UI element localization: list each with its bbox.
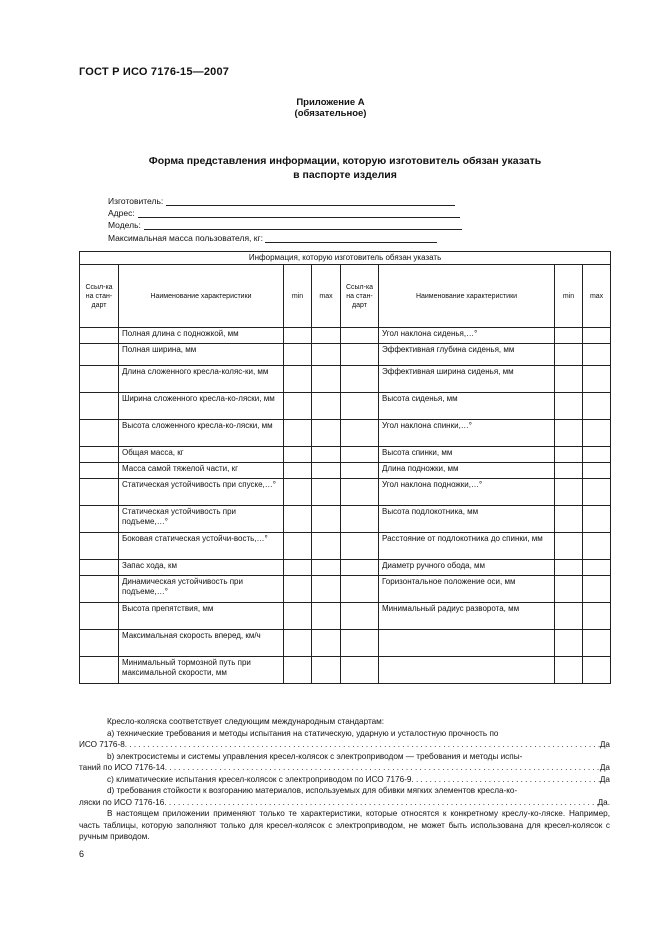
characteristic-cell: Диаметр ручного обода, мм xyxy=(379,560,555,576)
info-table xyxy=(79,251,611,684)
min-cell xyxy=(555,533,583,560)
note-b-line xyxy=(79,762,610,774)
characteristic-cell: Полная длина с подножкой, мм xyxy=(119,328,284,344)
ref-header: Ссыл-ка на стан-дарт xyxy=(341,265,379,328)
ref-cell xyxy=(341,328,379,344)
characteristic-cell: Эффективная глубина сиденья, мм xyxy=(379,344,555,366)
min-cell xyxy=(555,447,583,463)
min-cell xyxy=(284,479,312,506)
note-d-yes: Да. xyxy=(597,797,610,807)
characteristic-cell: Запас хода, км xyxy=(119,560,284,576)
max-cell xyxy=(312,506,341,533)
notes-final: В настоящем приложении применяют только те характеристики, которые относятся к конкретному креслу-ко-ляске. Например, часть таблицы, которую заполняют только для кресел-колясок с электроприводом, не может быть использована для кресел-колясок с ручным приводом. xyxy=(79,809,610,841)
characteristic-cell: Максимальная скорость вперед, км/ч xyxy=(119,630,284,657)
manufacturer-field xyxy=(108,196,455,206)
table-row xyxy=(80,463,611,479)
min-cell xyxy=(555,420,583,447)
min-header: min xyxy=(555,265,583,328)
max-cell xyxy=(312,463,341,479)
characteristic-cell: Высота препятствия, мм xyxy=(119,603,284,630)
leader-dots xyxy=(125,739,600,751)
model-line xyxy=(144,220,462,230)
min-cell xyxy=(555,344,583,366)
max-cell xyxy=(583,393,611,420)
min-cell xyxy=(284,576,312,603)
min-cell xyxy=(284,506,312,533)
ref-cell xyxy=(341,560,379,576)
ref-cell xyxy=(341,506,379,533)
min-cell xyxy=(555,506,583,533)
characteristic-cell: Полная ширина, мм xyxy=(119,344,284,366)
max-cell xyxy=(583,657,611,684)
max-mass-line xyxy=(265,233,437,243)
ref-cell xyxy=(341,657,379,684)
min-cell xyxy=(284,393,312,420)
note-b-yes: Да xyxy=(599,763,610,772)
table-row xyxy=(80,366,611,393)
min-cell xyxy=(284,447,312,463)
ref-cell xyxy=(80,344,119,366)
min-cell xyxy=(284,344,312,366)
table-row xyxy=(80,420,611,447)
table-row xyxy=(80,603,611,630)
min-cell xyxy=(284,328,312,344)
document-header: ГОСТ Р ИСО 7176-15—2007 xyxy=(79,66,230,78)
max-mass-field xyxy=(108,233,437,243)
max-cell xyxy=(312,393,341,420)
note-d-text: d) требования стойкости к возгоранию материалов, используемых для обивки мягких элементов кресла-ко- xyxy=(107,786,518,795)
characteristic-cell: Ширина сложенного кресла-ко-ляски, мм xyxy=(119,393,284,420)
note-c-line xyxy=(79,774,610,786)
max-mass-label: Максимальная масса пользователя, кг: xyxy=(108,233,263,243)
ref-cell xyxy=(80,533,119,560)
ref-cell xyxy=(80,657,119,684)
address-field xyxy=(108,208,460,218)
note-b-text: b) электросистемы и системы управления кресел-колясок с электроприводом — требования и методы испы- xyxy=(107,751,523,761)
max-cell xyxy=(583,576,611,603)
ref-header: Ссыл-ка на стан-дарт xyxy=(80,265,119,328)
ref-cell xyxy=(341,447,379,463)
page-number: 6 xyxy=(79,849,85,859)
notes-intro: Кресло-коляска соответствует следующим международным стандартам: xyxy=(107,717,385,726)
max-cell xyxy=(583,328,611,344)
note-d-line xyxy=(79,797,610,809)
characteristic-cell: Эффективная ширина сиденья, мм xyxy=(379,366,555,393)
characteristic-cell: Высота сложенного кресла-ко-ляски, мм xyxy=(119,420,284,447)
min-cell xyxy=(555,393,583,420)
note-b-ref: таний по ИСО 7176-14 xyxy=(79,763,165,772)
table-row xyxy=(80,447,611,463)
table-row xyxy=(80,344,611,366)
max-cell xyxy=(583,533,611,560)
form-title-line1: Форма представления информации, которую изготовитель обязан указать xyxy=(148,155,542,167)
min-header: min xyxy=(284,265,312,328)
min-cell xyxy=(284,366,312,393)
ref-cell xyxy=(341,344,379,366)
characteristic-cell: Минимальный радиус разворота, мм xyxy=(379,603,555,630)
max-cell xyxy=(583,560,611,576)
ref-cell xyxy=(341,463,379,479)
min-cell xyxy=(284,657,312,684)
min-cell xyxy=(284,560,312,576)
model-field xyxy=(108,220,462,230)
standards-notes xyxy=(79,716,610,843)
max-header: max xyxy=(312,265,341,328)
ref-cell xyxy=(80,420,119,447)
max-cell xyxy=(583,463,611,479)
manufacturer-line xyxy=(166,196,455,206)
model-label: Модель: xyxy=(108,220,141,230)
leader-dots xyxy=(164,797,597,809)
table-row xyxy=(80,479,611,506)
min-cell xyxy=(555,657,583,684)
ref-cell xyxy=(341,630,379,657)
min-cell xyxy=(555,479,583,506)
max-cell xyxy=(583,420,611,447)
characteristic-cell xyxy=(379,630,555,657)
ref-cell xyxy=(341,603,379,630)
characteristic-cell: Угол наклона спинки,…° xyxy=(379,420,555,447)
ref-cell xyxy=(341,576,379,603)
note-a-yes: Да xyxy=(599,740,610,749)
appendix-title: Приложение А xyxy=(296,97,365,108)
min-cell xyxy=(284,463,312,479)
characteristic-cell: Высота подлокотника, мм xyxy=(379,506,555,533)
max-cell xyxy=(312,603,341,630)
note-a-text: а) технические требования и методы испытания на статическую, ударную и усталостную прочность по xyxy=(107,728,499,738)
ref-cell xyxy=(341,393,379,420)
note-c-yes: Да xyxy=(599,774,610,784)
table-row xyxy=(80,533,611,560)
ref-cell xyxy=(80,447,119,463)
appendix-status: (обязательное) xyxy=(294,108,367,119)
characteristic-cell: Динамическая устойчивость при подъеме,…° xyxy=(119,576,284,603)
address-line xyxy=(138,208,460,218)
max-cell xyxy=(583,366,611,393)
min-cell xyxy=(555,463,583,479)
note-a-line xyxy=(79,739,610,751)
max-cell xyxy=(583,447,611,463)
max-cell xyxy=(312,630,341,657)
note-a-ref: ИСО 7176-8 xyxy=(79,740,125,749)
characteristic-cell: Горизонтальное положение оси, мм xyxy=(379,576,555,603)
characteristic-cell: Угол наклона подножки,…° xyxy=(379,479,555,506)
characteristic-cell: Длина подножки, мм xyxy=(379,463,555,479)
manufacturer-label: Изготовитель: xyxy=(108,196,164,206)
leader-dots xyxy=(165,762,600,774)
max-cell xyxy=(312,657,341,684)
table-row xyxy=(80,328,611,344)
min-cell xyxy=(555,366,583,393)
table-row xyxy=(80,560,611,576)
max-cell xyxy=(312,328,341,344)
characteristic-cell: Статическая устойчивость при спуске,…° xyxy=(119,479,284,506)
max-cell xyxy=(312,479,341,506)
characteristic-cell: Минимальный тормозной путь при максимальной скорости, мм xyxy=(119,657,284,684)
table-row xyxy=(80,630,611,657)
min-cell xyxy=(284,630,312,657)
table-row xyxy=(80,393,611,420)
ref-cell xyxy=(341,420,379,447)
min-cell xyxy=(555,603,583,630)
ref-cell xyxy=(341,366,379,393)
max-cell xyxy=(312,420,341,447)
characteristic-cell: Высота сиденья, мм xyxy=(379,393,555,420)
max-header: max xyxy=(583,265,611,328)
ref-cell xyxy=(80,393,119,420)
min-cell xyxy=(284,420,312,447)
ref-cell xyxy=(80,366,119,393)
address-label: Адрес: xyxy=(108,208,135,218)
table-body xyxy=(80,328,611,684)
min-cell xyxy=(555,576,583,603)
max-cell xyxy=(312,533,341,560)
ref-cell xyxy=(80,603,119,630)
note-c-text: с) климатические испытания кресел-колясок с электроприводом по ИСО 7176-9 xyxy=(107,774,412,784)
max-cell xyxy=(312,560,341,576)
ref-cell xyxy=(341,533,379,560)
ref-cell xyxy=(341,479,379,506)
min-cell xyxy=(284,603,312,630)
name-header: Наименование характеристики xyxy=(379,265,555,328)
leader-dots xyxy=(411,774,599,786)
characteristic-cell: Угол наклона сиденья,…° xyxy=(379,328,555,344)
characteristic-cell: Расстояние от подлокотника до спинки, мм xyxy=(379,533,555,560)
max-cell xyxy=(312,366,341,393)
characteristic-cell: Статическая устойчивость при подъеме,…° xyxy=(119,506,284,533)
max-cell xyxy=(583,506,611,533)
max-cell xyxy=(583,630,611,657)
table-row xyxy=(80,576,611,603)
max-cell xyxy=(312,344,341,366)
max-cell xyxy=(583,479,611,506)
table-row xyxy=(80,657,611,684)
min-cell xyxy=(555,630,583,657)
ref-cell xyxy=(80,576,119,603)
max-cell xyxy=(312,447,341,463)
form-title-line2: в паспорте изделия xyxy=(293,169,397,181)
note-d-ref: ляски по ИСО 7176-16 xyxy=(79,797,165,807)
table-row xyxy=(80,506,611,533)
max-cell xyxy=(312,576,341,603)
characteristic-cell: Длина сложенного кресла-коляс-ки, мм xyxy=(119,366,284,393)
min-cell xyxy=(284,533,312,560)
ref-cell xyxy=(80,630,119,657)
table-caption: Информация, которую изготовитель обязан указать xyxy=(80,252,611,265)
ref-cell xyxy=(80,328,119,344)
ref-cell xyxy=(80,479,119,506)
max-cell xyxy=(583,603,611,630)
characteristic-cell xyxy=(379,657,555,684)
min-cell xyxy=(555,560,583,576)
ref-cell xyxy=(80,463,119,479)
name-header: Наименование характеристики xyxy=(119,265,284,328)
max-cell xyxy=(583,344,611,366)
min-cell xyxy=(555,328,583,344)
ref-cell xyxy=(80,506,119,533)
characteristic-cell: Высота спинки, мм xyxy=(379,447,555,463)
characteristic-cell: Общая масса, кг xyxy=(119,447,284,463)
characteristic-cell: Масса самой тяжелой части, кг xyxy=(119,463,284,479)
characteristic-cell: Боковая статическая устойчи-вость,…° xyxy=(119,533,284,560)
ref-cell xyxy=(80,560,119,576)
